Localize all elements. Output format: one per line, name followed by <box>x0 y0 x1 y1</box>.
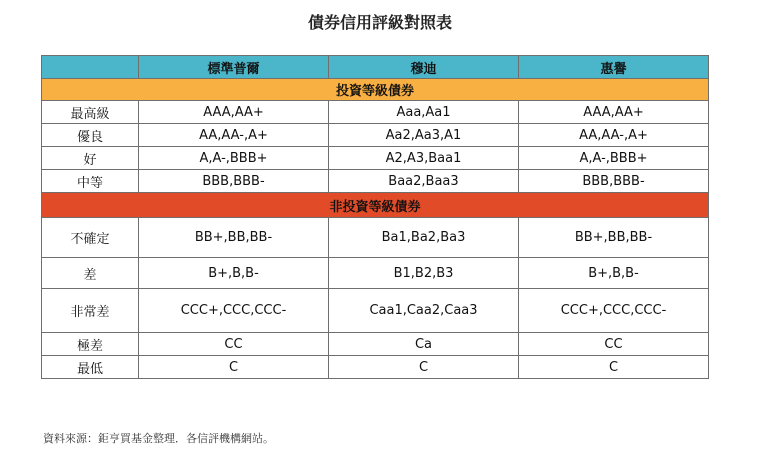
header-moodys: 穆迪 <box>329 56 519 79</box>
sp-rating: AA,AA-,A+ <box>139 124 329 147</box>
table-row <box>42 101 709 124</box>
moodys-rating: A2,A3,Baa1 <box>329 147 519 170</box>
grade-label: 差 <box>42 258 139 289</box>
table-header-row <box>42 56 709 79</box>
section-label-non-investment-grade: 非投資等級債券 <box>42 193 709 218</box>
sp-rating: B+,B,B- <box>139 258 329 289</box>
fitch-rating: CCC+,CCC,CCC- <box>519 289 709 333</box>
sp-rating: BB+,BB,BB- <box>139 218 329 258</box>
sp-rating: CC <box>139 333 329 356</box>
grade-label: 非常差 <box>42 289 139 333</box>
header-sp: 標準普爾 <box>139 56 329 79</box>
page-title: 債券信用評級對照表 <box>307 13 452 32</box>
table-row <box>42 170 709 193</box>
grade-label: 優良 <box>42 124 139 147</box>
grade-label: 好 <box>42 147 139 170</box>
sp-rating: C <box>139 356 329 379</box>
fitch-rating: C <box>519 356 709 379</box>
section-label-investment-grade: 投資等級債券 <box>42 79 709 101</box>
header-corner-cell <box>42 56 139 79</box>
table-row <box>42 333 709 356</box>
moodys-rating: Ba1,Ba2,Ba3 <box>329 218 519 258</box>
grade-label: 極差 <box>42 333 139 356</box>
moodys-rating: B1,B2,B3 <box>329 258 519 289</box>
grade-label: 最高級 <box>42 101 139 124</box>
moodys-rating: C <box>329 356 519 379</box>
moodys-rating: Ca <box>329 333 519 356</box>
fitch-rating: B+,B,B- <box>519 258 709 289</box>
section-row-investment-grade <box>42 79 709 101</box>
moodys-rating: Aaa,Aa1 <box>329 101 519 124</box>
grade-label: 最低 <box>42 356 139 379</box>
table-row <box>42 147 709 170</box>
fitch-rating: BB+,BB,BB- <box>519 218 709 258</box>
table-row <box>42 356 709 379</box>
moodys-rating: Aa2,Aa3,A1 <box>329 124 519 147</box>
grade-label: 中等 <box>42 170 139 193</box>
fitch-rating: BBB,BBB- <box>519 170 709 193</box>
source-footnote: 資料來源：鉅亨買基金整理．各信評機構網站。 <box>43 432 274 445</box>
grade-label: 不確定 <box>42 218 139 258</box>
sp-rating: A,A-,BBB+ <box>139 147 329 170</box>
sp-rating: AAA,AA+ <box>139 101 329 124</box>
section-row-non-investment-grade <box>42 193 709 218</box>
table-row <box>42 258 709 289</box>
fitch-rating: AAA,AA+ <box>519 101 709 124</box>
fitch-rating: A,A-,BBB+ <box>519 147 709 170</box>
table-row <box>42 289 709 333</box>
table-row <box>42 218 709 258</box>
fitch-rating: AA,AA-,A+ <box>519 124 709 147</box>
header-fitch: 惠譽 <box>519 56 709 79</box>
sp-rating: CCC+,CCC,CCC- <box>139 289 329 333</box>
moodys-rating: Caa1,Caa2,Caa3 <box>329 289 519 333</box>
table-row <box>42 124 709 147</box>
moodys-rating: Baa2,Baa3 <box>329 170 519 193</box>
sp-rating: BBB,BBB- <box>139 170 329 193</box>
credit-rating-table <box>41 55 709 379</box>
fitch-rating: CC <box>519 333 709 356</box>
